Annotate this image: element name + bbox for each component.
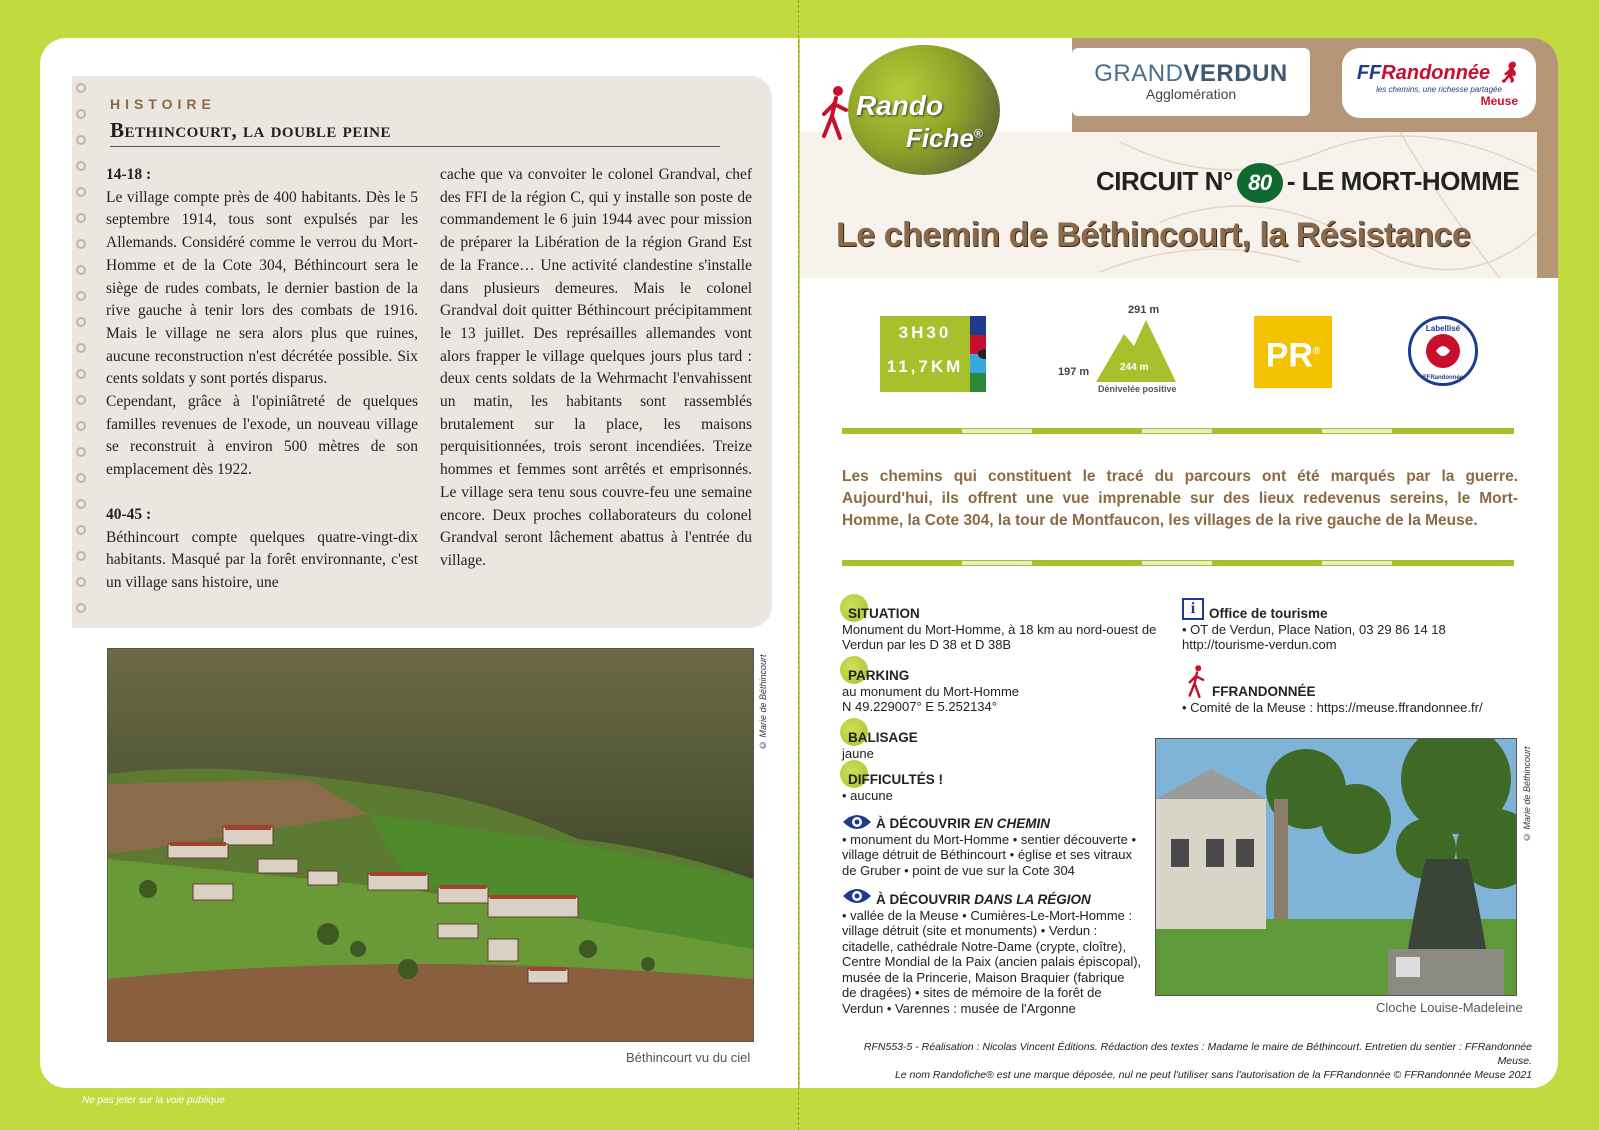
balisage-block xyxy=(842,730,1162,761)
parking-coordinates: N 49.229007° E 5.252134° xyxy=(842,699,997,714)
history-title: Bethincourt, la double peine xyxy=(110,118,720,147)
difficultes-text: • aucune xyxy=(842,787,893,803)
decouvrir-chemin-title-a: À DÉCOUVRIR xyxy=(876,816,975,831)
balisage-text: jaune xyxy=(842,745,874,761)
rando-logo-text: Rando xyxy=(856,90,944,121)
history-heading-1418: 14-18 : xyxy=(106,166,152,183)
bell-photo-credit: © Marie de Béthincourt xyxy=(1522,746,1532,842)
aerial-photo-caption: Béthincourt vu du ciel xyxy=(626,1050,751,1065)
situation-title: SITUATION xyxy=(848,606,920,621)
decouvrir-region-title-b: DANS LA RÉGION xyxy=(974,892,1091,907)
parking-block xyxy=(842,668,1162,715)
history-column-1 xyxy=(106,164,418,595)
parking-title: PARKING xyxy=(848,668,910,683)
rando-registered-mark: ® xyxy=(973,126,983,141)
office-title: Office de tourisme xyxy=(1209,606,1328,621)
footnote: Ne pas jeter sur la voie publique xyxy=(82,1095,225,1106)
divider-top xyxy=(842,428,1514,434)
pr-registered-mark: ® xyxy=(1312,346,1321,357)
grand-verdun-logo xyxy=(1072,48,1310,116)
circuit-number-badge: 80 xyxy=(1237,163,1283,203)
situation-text: Monument du Mort-Homme, à 18 km au nord-ouest de Verdun par les D 38 et D 38B xyxy=(842,621,1157,652)
grand-verdun-sub: Agglomération xyxy=(1145,86,1237,102)
elevation-max: 291 m xyxy=(1128,304,1160,316)
footer-line-1: RFN553-5 - Réalisation : Nicolas Vincent Éditions. Rédaction des textes : Madame le maire de Béthincourt. Entretien du sentier : FFRandonnée Meuse. xyxy=(863,1041,1532,1067)
aerial-photo-image xyxy=(108,649,753,1041)
grand-verdun-word-2: VERDUN xyxy=(1183,60,1288,87)
labellise-seal-image xyxy=(1411,319,1475,383)
elevation-gain: 244 m xyxy=(1120,362,1149,373)
decouvrir-region-block xyxy=(842,892,1142,1016)
history-column-2 xyxy=(440,164,752,573)
ffrandonnee-name: FFRandonnée 🚶︎ xyxy=(1356,62,1522,84)
decouvrir-chemin-text: • monument du Mort-Homme • sentier découverte • village détruit de Béthincourt • église et ses vitraux de Gruber • point de vue sur la Cote 304 xyxy=(842,831,1136,878)
decouvrir-chemin-title-b: EN CHEMIN xyxy=(974,816,1051,831)
bell-photo xyxy=(1155,738,1517,996)
grand-verdun-word-1: GRAND xyxy=(1094,60,1184,87)
elevation-min: 197 m xyxy=(1058,366,1090,378)
history-heading-4045: 40-45 : xyxy=(106,505,152,523)
aerial-photo xyxy=(107,648,754,1042)
paragraph-gap xyxy=(106,482,418,504)
ffrandonnee-title: FFRANDONNÉE xyxy=(1212,684,1316,699)
decouvrir-chemin-title xyxy=(842,816,1142,832)
bell-photo-caption: Cloche Louise-Madeleine xyxy=(1376,1000,1523,1015)
grand-verdun-name xyxy=(1072,60,1310,88)
ffrandonnee-text[interactable]: • Comité de la Meuse : https://meuse.ffrandonnee.fr/ xyxy=(1182,699,1483,715)
aerial-photo-credit: © Marie de Béthincourt xyxy=(758,654,768,750)
bell-photo-image xyxy=(1156,739,1516,995)
difficulty-color-bars-icon xyxy=(970,316,986,392)
circuit-prefix: CIRCUIT N° xyxy=(1096,165,1233,196)
route-title: Le chemin de Béthincourt, la Résistance xyxy=(836,216,1471,254)
elevation-graphic xyxy=(1058,300,1188,400)
decouvrir-region-title xyxy=(842,892,1142,908)
ffrandonnee-logo xyxy=(1342,48,1536,118)
fiche-logo-text xyxy=(906,123,983,154)
fiche-logo-word: Fiche xyxy=(906,123,974,153)
footer-line-2: Le nom Randofiche® est une marque déposée, nul ne peut l'utiliser sans l'autorisation de la FFRandonnée © FFRandonnée Meuse 2021 xyxy=(894,1069,1532,1081)
pr-label-box xyxy=(1254,316,1332,388)
distance: 11,7KM xyxy=(886,357,964,376)
history-paragraph: Cependant, grâce à l'opiniâtreté de quelques familles revenues de l'exode, un nouveau village se reconstruit à environ 500 mètres de son emplacement dès 1922. xyxy=(106,393,418,479)
situation-block xyxy=(842,606,1162,653)
history-kicker: HISTOIRE xyxy=(110,96,216,112)
difficultes-title: DIFFICULTÉS ! xyxy=(848,772,943,787)
hiker-icon xyxy=(818,84,854,140)
divider-bottom xyxy=(842,560,1514,566)
duration: 3H30 xyxy=(898,323,952,342)
ffrandonnee-tagline: les chemins, une richesse partagée xyxy=(1376,85,1502,94)
office-block xyxy=(1182,606,1522,653)
ffrandonnee-meuse: Meuse xyxy=(1480,94,1518,108)
ffrandonnee-word: Randonnée xyxy=(1381,62,1491,84)
office-link[interactable]: http://tourisme-verdun.com xyxy=(1182,637,1337,652)
labellise-seal-top: Labellisé xyxy=(1425,324,1461,333)
labellise-seal-bottom: FFRandonnée xyxy=(1423,375,1463,381)
office-text: • OT de Verdun, Place Nation, 03 29 86 14 18 xyxy=(1182,621,1446,637)
pr-text: PR xyxy=(1265,336,1313,375)
ffrandonnee-ff: FF xyxy=(1356,62,1382,84)
circuit-suffix: - LE MORT-HOMME xyxy=(1286,165,1520,196)
spiral-binding-icon xyxy=(70,80,92,625)
footer-credits xyxy=(860,1040,1532,1082)
intro-text: Les chemins qui constituent le tracé du parcours ont été marqués par la guerre. Aujourd'hui, ils offrent une vue imprenable sur des lieux redevenus sereins, le Mort-Homme, la Cote 304, la tour de Montfaucon, les villages de la rive gauche de la Meuse. xyxy=(842,468,1518,529)
decouvrir-region-title-a: À DÉCOUVRIR xyxy=(876,892,975,907)
history-paragraph: Le village compte près de 400 habitants. Dès le 5 septembre 1914, tous sont expulsés par les Allemands. Considéré comme le verrou du Mort-Homme et de la Cote 304, Béthincourt sera le siège de rudes combats, le dernier bastion de la rive gauche à tenir lors des combats de 1916. Mais le village ne sera alors plus que ruines, aucune reconstruction n'est décrétée possible. Six cents soldats y sont portés disparus. xyxy=(106,188,418,388)
decouvrir-region-text: • vallée de la Meuse • Cumières-Le-Mort-Homme : village détruit (site et monuments) • Verdun : citadelle, cathédrale Notre-Dame (crypte, cloître), Centre Mondial de la Paix (ancien palais épiscopal), musée de la Princerie, Maison Braquier (fabrique de dragées) • sites de mémoire de la forêt de Verdun • Varennes : musée de l'Argonne xyxy=(842,907,1142,1016)
ffrandonnee-block xyxy=(1182,684,1522,715)
parking-text: au monument du Mort-Homme xyxy=(842,683,1020,699)
elevation-label: Dénivelée positive xyxy=(1098,384,1177,394)
history-paragraph: cache que va convoiter le colonel Grandval, chef des FFI de la région C, qui y installe son poste de commandement le 6 juin 1944 avec pour mission de préparer la Libération de la région Grand Est de la France… Une activité clandestine s'installe dans plusieurs demeures. Mais le colonel Grandval doit quitter Béthincourt précipitamment le 13 juillet. Des représailles allemandes vont alors frapper le village quelques jours plus tard : deux cents soldats de la Wehrmacht l'envahissent un matin, les habitants sont rassemblés brutalement sur la place, les maisons perquisitionnées, trois seront incendiées. Treize hommes et femmes sont arrêtés et emprisonnés. Le village sera tenu sous couvre-feu une semaine encore. Deux proches collaborateurs du colonel Grandval seront lâchement abattus à l'entrée du village. xyxy=(440,166,752,569)
difficultes-block xyxy=(842,772,1162,803)
balisage-title: BALISAGE xyxy=(848,730,918,745)
info-icon: i xyxy=(1182,598,1204,620)
labellise-ffrandonnee-seal xyxy=(1408,316,1478,386)
decouvrir-chemin-block xyxy=(842,816,1142,878)
circuit-line xyxy=(1096,163,1519,203)
history-paragraph: Béthincourt compte quelques quatre-vingt-dix habitants. Masqué par la forêt environnante, c'est un village sans histoire, une xyxy=(106,528,418,591)
duration-distance-box xyxy=(880,316,970,392)
